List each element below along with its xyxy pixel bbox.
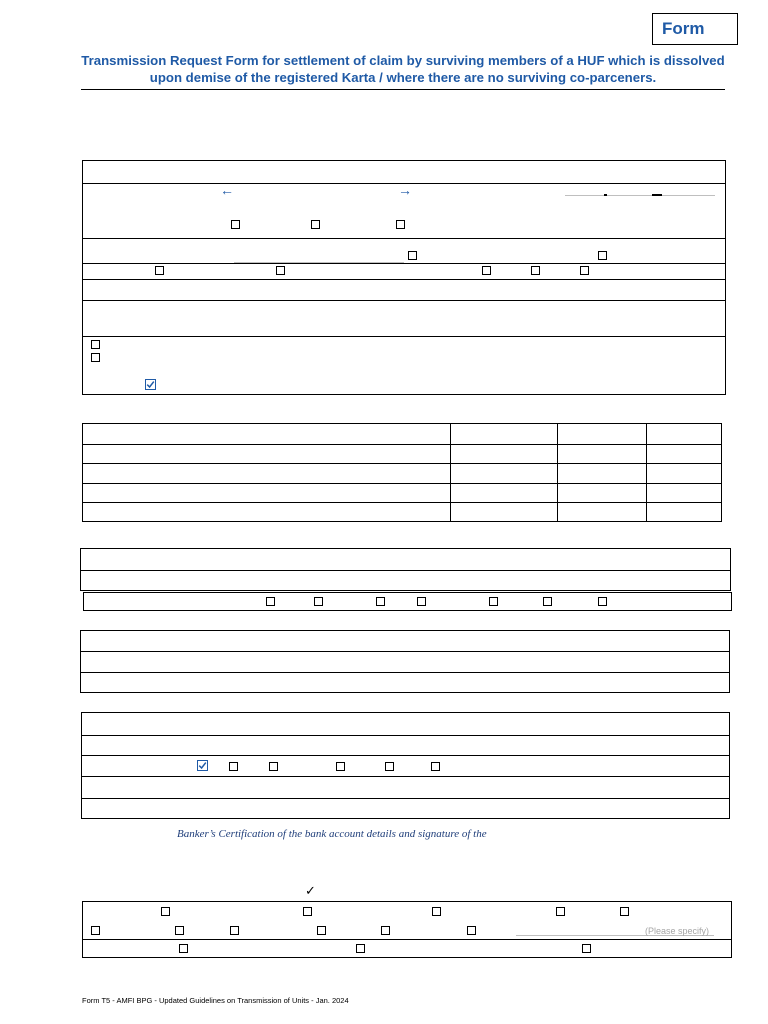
section-claimant-status xyxy=(83,592,732,611)
table-row-divider xyxy=(82,463,722,464)
status-checkbox[interactable] xyxy=(531,266,540,275)
claimant-status-checkbox[interactable] xyxy=(417,597,426,606)
left-arrow-icon: ← xyxy=(220,182,234,198)
folio-table xyxy=(82,423,722,522)
document-checkbox[interactable] xyxy=(175,926,184,935)
status-checkbox[interactable] xyxy=(580,266,589,275)
document-checkbox[interactable] xyxy=(620,907,629,916)
specify-hint: (Please specify) xyxy=(645,926,710,936)
table-row-divider xyxy=(82,444,722,445)
claimant-status-checkbox[interactable] xyxy=(266,597,275,606)
claimant-status-checkbox[interactable] xyxy=(489,597,498,606)
footer-text: Form T5 - AMFI BPG - Updated Guidelines on Transmission of Units - Jan. 2024 xyxy=(82,996,349,1005)
claimant-status-checkbox[interactable] xyxy=(376,597,385,606)
declaration-checkbox[interactable] xyxy=(91,340,100,349)
declaration-checkbox[interactable] xyxy=(91,353,100,362)
claimant-status-checkbox[interactable] xyxy=(543,597,552,606)
date-separator xyxy=(652,194,662,196)
section-contact xyxy=(80,630,730,693)
table-col-divider xyxy=(557,423,558,522)
document-checkbox[interactable] xyxy=(381,926,390,935)
document-checkbox[interactable] xyxy=(356,944,365,953)
divider xyxy=(82,238,726,239)
document-checkbox[interactable] xyxy=(230,926,239,935)
table-col-divider xyxy=(450,423,451,522)
document-checkbox[interactable] xyxy=(556,907,565,916)
relation-checkbox[interactable] xyxy=(231,220,240,229)
account-type-checkbox[interactable] xyxy=(229,762,238,771)
banker-certification-note: Banker’s Certification of the bank account details and signature of the xyxy=(177,828,487,840)
divider xyxy=(82,263,726,264)
title-underline xyxy=(81,89,725,90)
divider xyxy=(82,300,726,301)
divider xyxy=(80,672,730,673)
table-col-divider xyxy=(646,423,647,522)
divider xyxy=(82,336,726,337)
document-checkbox[interactable] xyxy=(179,944,188,953)
form-label: Form xyxy=(652,13,738,45)
divider xyxy=(82,939,732,940)
table-row-divider xyxy=(82,502,722,503)
relation-checkbox[interactable] xyxy=(396,220,405,229)
divider xyxy=(81,755,730,756)
date-field-line xyxy=(565,195,715,196)
document-checkbox[interactable] xyxy=(432,907,441,916)
document-checkbox[interactable] xyxy=(161,907,170,916)
status-checkbox[interactable] xyxy=(276,266,285,275)
table-row-divider xyxy=(82,483,722,484)
checked-checkbox-icon[interactable] xyxy=(145,379,156,390)
document-checkbox[interactable] xyxy=(91,926,100,935)
account-type-checkbox[interactable] xyxy=(336,762,345,771)
option-checkbox[interactable] xyxy=(598,251,607,260)
divider xyxy=(80,651,730,652)
account-type-checkbox[interactable] xyxy=(269,762,278,771)
section-bank-details xyxy=(81,712,730,819)
claimant-status-checkbox[interactable] xyxy=(598,597,607,606)
option-checkbox[interactable] xyxy=(408,251,417,260)
account-type-checkbox[interactable] xyxy=(431,762,440,771)
check-mark-icon: ✓ xyxy=(305,884,316,899)
relation-checkbox[interactable] xyxy=(311,220,320,229)
document-checkbox[interactable] xyxy=(467,926,476,935)
status-checkbox[interactable] xyxy=(482,266,491,275)
right-arrow-icon: → xyxy=(398,182,412,198)
divider xyxy=(81,735,730,736)
claimant-status-checkbox[interactable] xyxy=(314,597,323,606)
divider xyxy=(80,570,731,571)
date-separator xyxy=(604,194,607,196)
status-checkbox[interactable] xyxy=(155,266,164,275)
divider xyxy=(81,776,730,777)
account-type-checkbox[interactable] xyxy=(385,762,394,771)
page-title: Transmission Request Form for settlement of claim by surviving members of a HUF which is dissolved upon demise of the registered Karta / where there are no surviving co-parceners. xyxy=(81,53,725,85)
divider xyxy=(82,279,726,280)
document-checkbox[interactable] xyxy=(582,944,591,953)
document-checkbox[interactable] xyxy=(317,926,326,935)
checked-checkbox-icon[interactable] xyxy=(197,760,208,771)
name-field-line xyxy=(234,262,404,263)
document-checkbox[interactable] xyxy=(303,907,312,916)
divider xyxy=(81,798,730,799)
